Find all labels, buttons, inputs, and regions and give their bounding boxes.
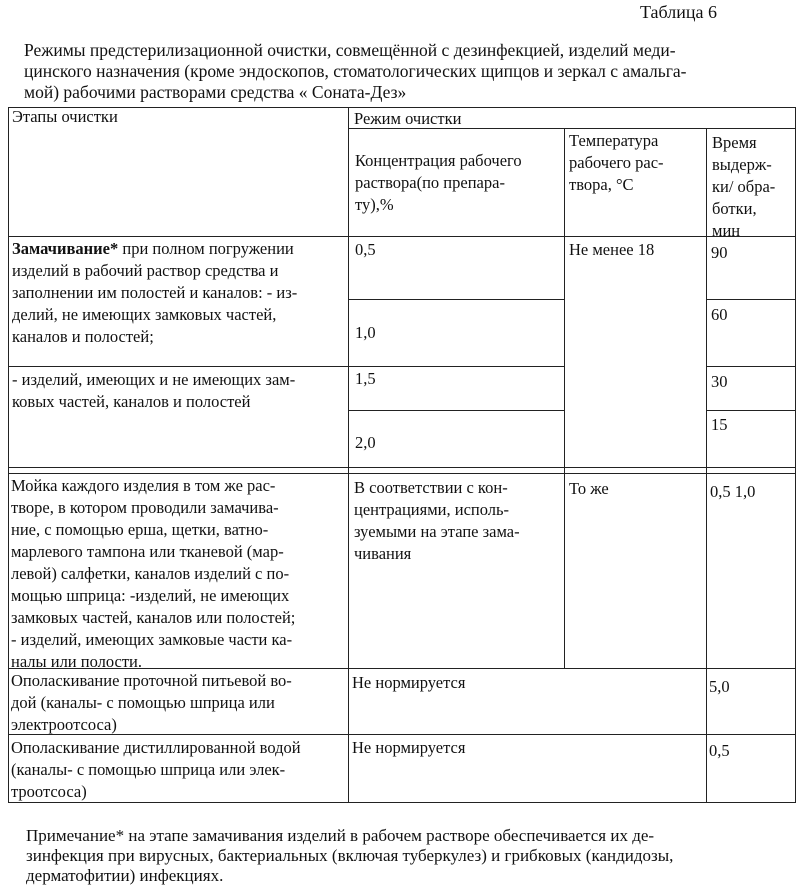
soak-temperature: Не менее 18 — [569, 240, 655, 259]
note-line: зинфекция при вирусных, бактериальных (включая туберкулез) и грибковых (кандидозы, — [26, 846, 674, 865]
header-temperature-line: твора, °С — [569, 175, 634, 194]
grid-line — [706, 128, 707, 802]
soak-line: каналов и полостей; — [12, 327, 154, 346]
header-mode: Режим очистки — [354, 109, 462, 128]
soak-line: изделий в рабочий раствор средства и — [12, 261, 279, 280]
wash-concentration-line: зуемыми на этапе зама- — [354, 522, 520, 541]
soak-time: 60 — [711, 305, 728, 324]
wash-concentration-line: чивания — [354, 544, 412, 563]
header-stages: Этапы очистки — [12, 107, 118, 126]
caption-line: Режимы предстерилизационной очистки, совмещённой с дезинфекцией, изделий меди- — [24, 40, 676, 60]
soak-line: - изделий, имеющих и не имеющих зам- — [12, 370, 296, 389]
rinse-dist-line: троотсоса) — [11, 782, 87, 801]
grid-line — [706, 366, 796, 367]
header-temperature-line: Температура — [569, 131, 659, 150]
soak-time: 15 — [711, 415, 728, 434]
grid-line — [8, 467, 796, 468]
rinse-tap-line: электроотсоса) — [11, 715, 117, 734]
wash-concentration-line: центрациями, исполь- — [354, 500, 510, 519]
header-time-line: ботки, — [712, 199, 757, 218]
soak-stage-a — [12, 238, 297, 348]
caption-line: цинского назначения (кроме эндоскопов, стоматологических щипцов и зеркал с амальга- — [24, 61, 687, 81]
soak-line: заполнении им полостей и каналов: - из- — [12, 283, 298, 302]
soak-line — [12, 238, 297, 260]
grid-line — [706, 299, 796, 300]
rinse-dist-line: Ополаскивание дистиллированной водой — [11, 738, 301, 757]
wash-line: ние, с помощью ерша, щетки, ватно- — [11, 520, 269, 539]
grid-line — [8, 107, 9, 802]
rinse-tap-line: дой (каналы- с помощью шприца или — [11, 693, 275, 712]
note-line: дерматофитии) инфекциях. — [26, 866, 224, 885]
soak-time: 30 — [711, 372, 728, 391]
wash-line: - изделий, имеющих замковые части ка- — [11, 630, 293, 649]
soak-time: 90 — [711, 243, 728, 262]
soak-concentration: 0,5 — [355, 240, 376, 259]
wash-line: левой) салфетки, каналов изделий с по- — [11, 564, 290, 583]
caption-line: мой) рабочими растворами средства « Соната-Дез» — [24, 82, 407, 102]
wash-line: замковых частей, каналов или полостей; — [11, 608, 296, 627]
header-concentration-line: ту),% — [355, 195, 394, 214]
table-number: Таблица 6 — [640, 2, 717, 22]
table-note — [26, 826, 786, 886]
rinse-dist-concentration: Не нормируется — [352, 738, 466, 757]
grid-line — [8, 366, 348, 367]
grid-line — [706, 410, 796, 411]
header-concentration — [355, 150, 522, 216]
wash-line: Мойка каждого изделия в том же рас- — [11, 476, 276, 495]
header-concentration-line: Концентрация рабочего — [355, 151, 522, 170]
wash-temperature: То же — [569, 479, 609, 498]
wash-time: 0,5 1,0 — [710, 482, 756, 501]
wash-line: мощью шприца: -изделий, не имеющих — [11, 586, 290, 605]
grid-line — [348, 107, 349, 802]
grid-line — [564, 128, 565, 668]
grid-line — [8, 473, 796, 474]
header-time — [712, 132, 775, 242]
soak-bold: Замачивание* — [12, 239, 119, 258]
header-time-line: мин — [712, 221, 741, 240]
grid-line — [348, 366, 564, 367]
wash-concentration-line: В соответствии с кон- — [354, 478, 508, 497]
header-time-line: ки/ обра- — [712, 177, 776, 196]
wash-line: творе, в котором проводили замачива- — [11, 498, 279, 517]
rinse-tap-stage — [11, 670, 292, 736]
header-time-line: выдерж- — [712, 155, 772, 174]
soak-line: ковых частей, каналов и полостей — [12, 392, 251, 411]
rinse-tap-time: 5,0 — [709, 677, 730, 696]
note-line: Примечание* на этапе замачивания изделий в рабочем растворе обеспечивается их де- — [26, 826, 655, 845]
wash-stage — [11, 475, 295, 673]
header-temperature — [569, 130, 664, 196]
soak-concentration: 1,5 — [355, 369, 376, 388]
grid-line — [348, 410, 564, 411]
grid-line — [795, 107, 796, 802]
wash-concentration — [354, 477, 520, 565]
header-time-line: Время — [712, 133, 757, 152]
wash-line: марлевого тампона или тканевой (мар- — [11, 542, 284, 561]
rinse-dist-time: 0,5 — [709, 741, 730, 760]
header-concentration-line: раствора(по препара- — [355, 173, 505, 192]
rinse-dist-stage — [11, 737, 301, 803]
wash-line: налы или полости. — [11, 652, 143, 671]
rinse-tap-line: Ополаскивание проточной питьевой во- — [11, 671, 292, 690]
rinse-tap-concentration: Не нормируется — [352, 673, 466, 692]
soak-concentration: 1,0 — [355, 323, 376, 342]
rinse-dist-line: (каналы- с помощью шприца или элек- — [11, 760, 286, 779]
soak-concentration: 2,0 — [355, 433, 376, 452]
soak-stage-b — [12, 369, 295, 413]
soak-line: делий, не имеющих замковых частей, — [12, 305, 277, 324]
grid-line — [348, 299, 564, 300]
soak-line-rest: при полном погружении — [118, 239, 294, 258]
header-temperature-line: рабочего рас- — [569, 153, 664, 172]
grid-line — [8, 236, 796, 237]
